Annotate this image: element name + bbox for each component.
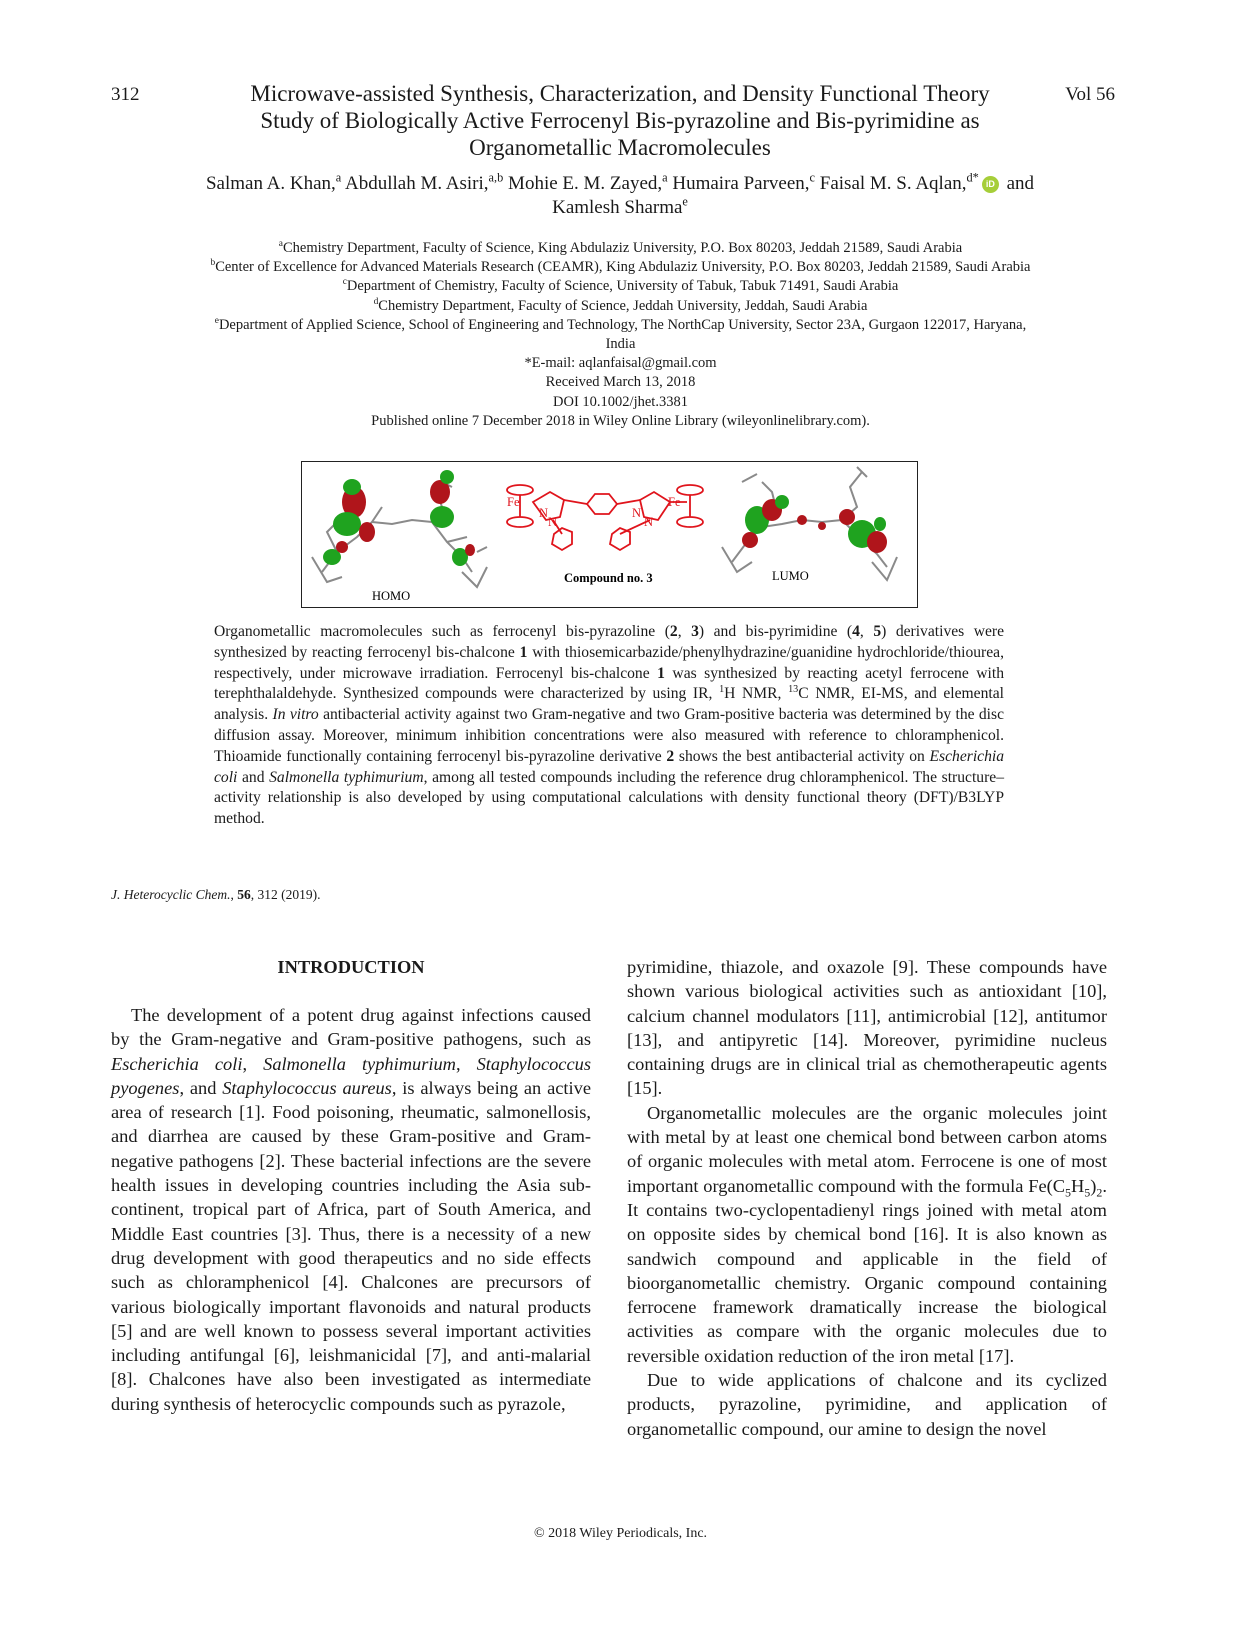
text-run: H NMR,: [724, 685, 789, 703]
n-label-4: N: [644, 515, 654, 529]
affiliations: [200, 239, 1041, 431]
affiliation-mark: c: [342, 277, 347, 288]
text-run: 5: [1084, 1185, 1091, 1200]
affiliation-item: [200, 277, 1041, 296]
text-run: In vitro: [272, 706, 319, 724]
affiliation-mark: e: [214, 315, 219, 326]
text-run: 13: [788, 684, 799, 696]
corresponding-email: *E-mail: aqlanfaisal@gmail.com: [524, 355, 717, 372]
graphical-abstract-image: [302, 462, 917, 607]
author-list: [130, 172, 1110, 220]
text-run: with thiosemicarbazide/phenylhydrazine/guanidine hydrochloride/thiourea, respectively, under microwave irradiation. Ferrocenyl bis-chalcone: [214, 643, 1004, 682]
text-run: antibacterial activity against two Gram-negative and two Gram-positive bacteria was determined by the disc diffusion assay. Moreover, minimum inhibition concentrations were also measured with reference to chloramphenicol. Thioamide functionally containing ferrocenyl bis-pyrazoline derivative: [214, 706, 1005, 765]
text-run: , is always being an active area of research [1]. Food poisoning, rheumatic, salmonellosis, and diarrhea are caused by these Gram-positive and Gram-negative pathogens [2]. These bacterial infections are the severe health issues in developing countries including the Asia sub-continent, tropical part of Africa, part of South America, and Middle East countries [3]. Thus, there is a necessity of a new drug development with good therapeutics and no side effects such as chloramphenicol [4]. Chalcones are precursors of various biologically important flavonoids and natural products [5] and are well known to possess several important activities including antifungal [6], leishmanicidal [7], and anti-malarial [8]. Chalcones have also been investigated as intermediate during synthesis of heterocyclic compounds such as pyrazole,: [111, 1077, 591, 1414]
volume-label: Vol 56: [1065, 84, 1115, 105]
author-affiliation-mark: c: [809, 170, 816, 185]
orcid-icon[interactable]: iD: [982, 176, 999, 193]
affiliation-mark: a: [278, 239, 283, 250]
text-run: ,: [859, 623, 874, 640]
author-name: and: [1006, 173, 1035, 194]
text-run: 2: [669, 623, 678, 640]
author-name: Humaira Parveen,: [672, 173, 810, 194]
body-paragraph: [627, 955, 1107, 1101]
section-heading-introduction: INTRODUCTION: [277, 957, 425, 977]
journal-citation: [111, 887, 320, 903]
page-number: 312: [111, 84, 140, 105]
text-run: 1: [519, 643, 528, 661]
text-run: ,: [242, 1053, 264, 1074]
affiliation-item: [200, 239, 1041, 258]
text-run: Due to wide applications of chalcone and its cyclized products, pyrazoline, pyrimidine, and application of organometallic compound, our amine to design the novel: [627, 1370, 1107, 1439]
published-online: Published online 7 December 2018 in Wiley Online Library (wileyonlinelibrary.com).: [371, 412, 870, 429]
affiliation-mark: d: [373, 296, 379, 307]
text-run: H: [1071, 1175, 1085, 1196]
homo-label: HOMO: [372, 589, 411, 603]
text-run: Escherichia coli: [214, 747, 1004, 786]
text-run: 1: [719, 684, 725, 696]
author-name: Abdullah M. Asiri,: [344, 173, 489, 194]
abstract-text: [214, 622, 1004, 830]
affiliation-text: Chemistry Department, Faculty of Science, King Abdulaziz University, P.O. Box 80203, Jeddah 21589, Saudi Arabia: [282, 240, 963, 256]
affiliation-item: [200, 258, 1041, 277]
article-title: Microwave-assisted Synthesis, Characterization, and Density Functional Theory Study of Biologically Active Ferrocenyl Bis-pyrazoline and Bis-pyrimidine as Organometallic Macromolecules: [250, 81, 990, 160]
text-run: Organometallic macromolecules such as ferrocenyl bis-pyrazoline (: [214, 623, 670, 640]
received-date: Received March 13, 2018: [545, 374, 696, 391]
text-run: Staphylococcus pyogenes: [111, 1053, 591, 1098]
text-run: J. Heterocyclic Chem.: [111, 887, 231, 902]
left-column: [111, 955, 591, 1416]
text-run: ) and bis-pyrimidine (: [698, 623, 853, 640]
affiliation-text: Center of Excellence for Advanced Materials Research (CEAMR), King Abdulaziz University, P.O. Box 80203, Jeddah 21589, Saudi Arabia: [215, 259, 1031, 276]
body-paragraph: [627, 1101, 1107, 1368]
text-run: and: [237, 768, 270, 786]
text-run: ) derivatives were synthesized by reacting ferrocenyl bis-chalcone: [214, 623, 1005, 661]
doi: DOI 10.1002/jhet.3381: [553, 393, 688, 410]
text-run: 2: [1096, 1185, 1103, 1200]
text-run: ,: [677, 623, 692, 640]
n-label-3: N: [632, 506, 642, 520]
text-run: ): [1090, 1175, 1097, 1196]
text-run: shows the best antibacterial activity on: [674, 747, 930, 765]
fe-label-right: Fe: [668, 495, 681, 509]
text-run: 5: [1065, 1185, 1072, 1200]
author-affiliation-mark: e: [682, 194, 688, 209]
text-run: 3: [691, 623, 699, 640]
text-run: pyrimidine, thiazole, and oxazole [9]. These compounds have shown various biological activities such as antioxidant [10], calcium channel modulators [11], antimicrobial [12], antitumor [13], and antipyretic [14]. Moreover, pyrimidine nucleus containing drugs are in clinical trial as chemotherapeutic agents [15].: [627, 957, 1107, 1099]
text-run: Organometallic molecules are the organic molecules joint with metal by at least one chemical bond between carbon atoms of organic molecules with metal atom. Ferrocene is one of most important organometallic compound with the formula Fe(C: [627, 1102, 1107, 1196]
text-run: Staphylococcus aureus: [222, 1077, 392, 1098]
body-paragraph: [111, 1003, 591, 1416]
text-run: 2: [666, 747, 675, 765]
text-run: The development of a potent drug against infections caused by the Gram-negative and Gram-positive pathogens, such as: [111, 1005, 591, 1050]
text-run: was synthesized by reacting acetyl ferrocene with terephthalaldehyde. Synthesized compounds were characterized by using IR,: [214, 664, 1004, 703]
text-run: 56: [237, 887, 251, 902]
text-run: . It contains two-cyclopentadienyl rings joined with metal atom on opposite sides by chemical bond [16]. It is also known as sandwich compound and applicable in the field of bioorganometallic chemistry. Organic compound containing ferrocene framework dramatically increase the biological activities as compare with the organic molecules due to reversible oxidation reduction of the iron metal [17].: [627, 1175, 1107, 1366]
text-run: ,: [230, 887, 238, 902]
affiliation-text: Department of Chemistry, Faculty of Science, University of Tabuk, Tabuk 71491, Saudi Arabia: [346, 278, 899, 295]
n-label-2: N: [548, 515, 558, 529]
author-affiliation-mark: a: [662, 170, 668, 185]
affiliation-text: Department of Applied Science, School of Engineering and Technology, The NorthCap University, Sector 23A, Gurgaon 122017, Haryana, India: [218, 316, 1027, 353]
n-label-1: N: [539, 506, 549, 520]
fe-label-left: Fe: [507, 495, 520, 509]
affiliation-text: Chemistry Department, Faculty of Science, Jeddah University, Jeddah, Saudi Arabia: [378, 297, 868, 314]
author-affiliation-mark: d*: [966, 170, 979, 185]
affiliation-mark: b: [210, 258, 216, 269]
compound-label: Compound no. 3: [564, 571, 653, 585]
text-run: 5: [873, 623, 882, 640]
lumo-orbital-plot: [722, 467, 897, 583]
text-run: 4: [852, 623, 860, 640]
text-run: , and: [179, 1077, 223, 1098]
author-name: Salman A. Khan,: [205, 173, 336, 194]
graphical-abstract: [301, 461, 918, 608]
author-name: Kamlesh Sharma: [552, 197, 683, 218]
text-run: C NMR, EI-MS, and elemental analysis.: [214, 685, 1004, 724]
copyright-footer: © 2018 Wiley Periodicals, Inc.: [533, 1526, 708, 1541]
text-run: ,: [455, 1053, 477, 1074]
text-run: Salmonella typhimurium: [269, 768, 424, 786]
text-run: , among all tested compounds including the reference drug chloramphenicol. The structure–activity relationship is also developed by using computational calculations with density functional theory (DFT)/B3LYP method.: [214, 768, 1004, 828]
body-paragraph: [627, 1368, 1107, 1441]
author-name: Mohie E. M. Zayed,: [508, 173, 663, 194]
author-affiliation-mark: a,b: [488, 170, 504, 185]
affiliation-item: [200, 316, 1041, 354]
affiliation-item: [200, 297, 1041, 316]
author-affiliation-mark: a: [335, 170, 342, 185]
lumo-label: LUMO: [772, 569, 809, 583]
homo-orbital-plot: [312, 470, 487, 603]
right-column: [627, 955, 1107, 1441]
text-run: 1: [657, 664, 665, 682]
text-run: , 312 (2019).: [250, 887, 321, 902]
text-run: Salmonella typhimurium: [263, 1053, 456, 1074]
text-run: Escherichia coli: [111, 1053, 243, 1074]
author-name: Faisal M. S. Aqlan,: [819, 173, 967, 194]
